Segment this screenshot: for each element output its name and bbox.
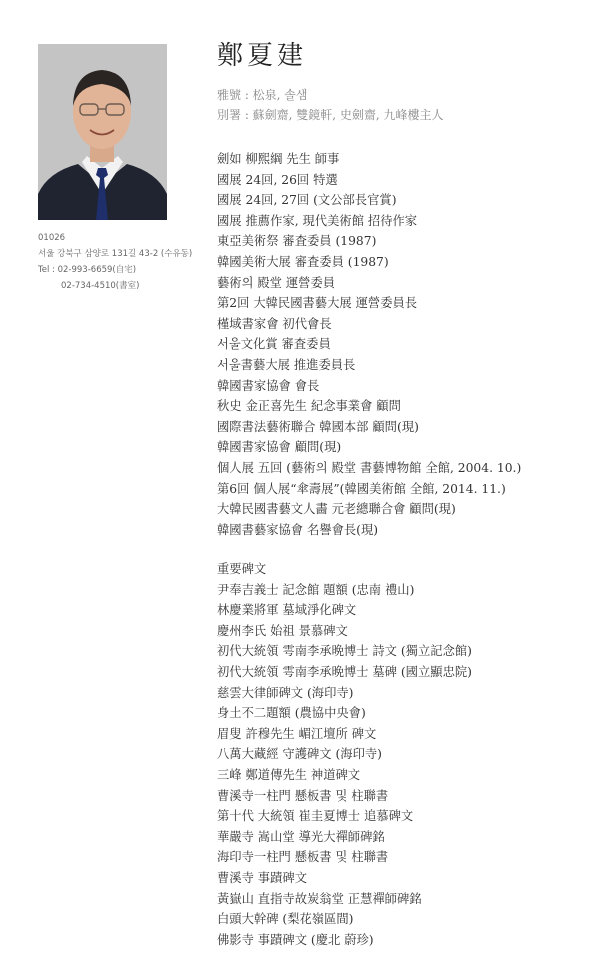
career-item: 東亞美術祭 審査委員 (1987) xyxy=(217,234,377,249)
career-list xyxy=(217,149,521,540)
monument-item: 第十代 大統領 崔圭夏博士 追慕碑文 xyxy=(217,809,414,824)
monument-item: 白頭大幹碑 (梨花嶺區間) xyxy=(217,912,354,927)
monument-item: 黃嶽山 直指寺故炭翁堂 正慧禪師碑銘 xyxy=(217,891,422,906)
career-item: 劍如 柳熙綱 先生 師事 xyxy=(217,152,340,166)
monument-item: 眉叟 許穆先生 嵋江壇所 碑文 xyxy=(217,726,377,741)
contact-info xyxy=(38,230,208,294)
monument-item: 海印寺一柱門 懸板書 및 柱聯書 xyxy=(217,850,389,865)
phone-office: 02-734-4510(書室) xyxy=(61,281,140,291)
monument-item: 慶州李氏 始祖 景慕碑文 xyxy=(217,623,348,638)
postal-code: 01026 xyxy=(38,233,66,243)
portrait-photo xyxy=(38,44,167,220)
monument-item: 林慶業將軍 墓域淨化碑文 xyxy=(217,603,357,618)
career-item: 第6回 個人展“傘壽展”(韓國美術館 全館, 2014. 11.) xyxy=(217,481,506,496)
monument-item: 佛影寺 事蹟碑文 (慶北 蔚珍) xyxy=(217,932,374,947)
career-item: 槿域書家會 初代會長 xyxy=(217,316,332,331)
monument-item: 八萬大藏經 守護碑文 (海印寺) xyxy=(217,747,382,762)
career-item: 서울文化賞 審査委員 xyxy=(217,337,331,352)
monument-item: 曹溪寺一柱門 懸板書 및 柱聯書 xyxy=(217,788,389,803)
alias-block xyxy=(217,85,444,125)
career-item: 韓國書藝家協會 名譽會長(現) xyxy=(217,522,379,537)
career-item: 第2回 大韓民國書藝大展 運營委員長 xyxy=(217,296,418,311)
address: 서울 강북구 삼양로 131길 43-2 (수유동) xyxy=(38,249,193,259)
career-item: 서울書藝大展 推進委員長 xyxy=(217,357,356,372)
monument-item: 初代大統領 雩南李承晩博士 墓碑 (國立顯忠院) xyxy=(217,664,472,679)
monument-item: 慈雲大律師碑文 (海印寺) xyxy=(217,685,354,700)
monuments-title: 重要碑文 xyxy=(217,562,267,576)
career-item: 韓國書家協會 顧問(現) xyxy=(217,440,342,455)
monument-item: 華嚴寺 嵩山堂 導光大禪師碑銘 xyxy=(217,829,385,844)
monuments-section xyxy=(217,559,472,950)
portrait-illustration xyxy=(38,44,167,220)
monument-item: 三峰 鄭道傳先生 神道碑文 xyxy=(217,767,361,782)
monument-item: 初代大統領 雩南李承晩博士 詩文 (獨立記念館) xyxy=(217,644,472,659)
pen-name-line: 雅號 : 松泉, 솔샘 xyxy=(217,88,308,102)
monument-item: 曹溪寺 事蹟碑文 xyxy=(217,870,307,885)
alternate-name-line: 別署 : 蘇劍齋, 雙鏡軒, 史劍齋, 九峰樓主人 xyxy=(217,108,444,122)
career-item: 國展 24回, 26回 特選 xyxy=(217,172,338,187)
monument-item: 身土不二題額 (農協中央會) xyxy=(217,706,366,721)
monument-item: 尹奉吉義士 記念館 題額 (忠南 禮山) xyxy=(217,582,415,597)
career-item: 韓國美術大展 審査委員 (1987) xyxy=(217,254,389,269)
career-item: 個人展 五回 (藝術의 殿堂 書藝博物館 全館, 2004. 10.) xyxy=(217,460,522,475)
career-item: 國展 推薦作家, 現代美術館 招待作家 xyxy=(217,213,418,228)
career-item: 國展 24回, 27回 (文公部長官賞) xyxy=(217,193,397,208)
career-item: 藝術의 殿堂 運營委員 xyxy=(217,275,336,290)
phone-home: Tel : 02-993-6659(自宅) xyxy=(38,265,137,275)
career-item: 國際書法藝術聯合 韓國本部 顧問(現) xyxy=(217,419,419,434)
artist-name: 鄭夏建 xyxy=(217,41,308,71)
career-item: 大韓民國書藝文人畵 元老總聯合會 顧問(現) xyxy=(217,502,456,517)
career-item: 秋史 金正喜先生 紀念事業會 顧問 xyxy=(217,399,401,414)
career-item: 韓國書家協會 會長 xyxy=(217,378,320,393)
